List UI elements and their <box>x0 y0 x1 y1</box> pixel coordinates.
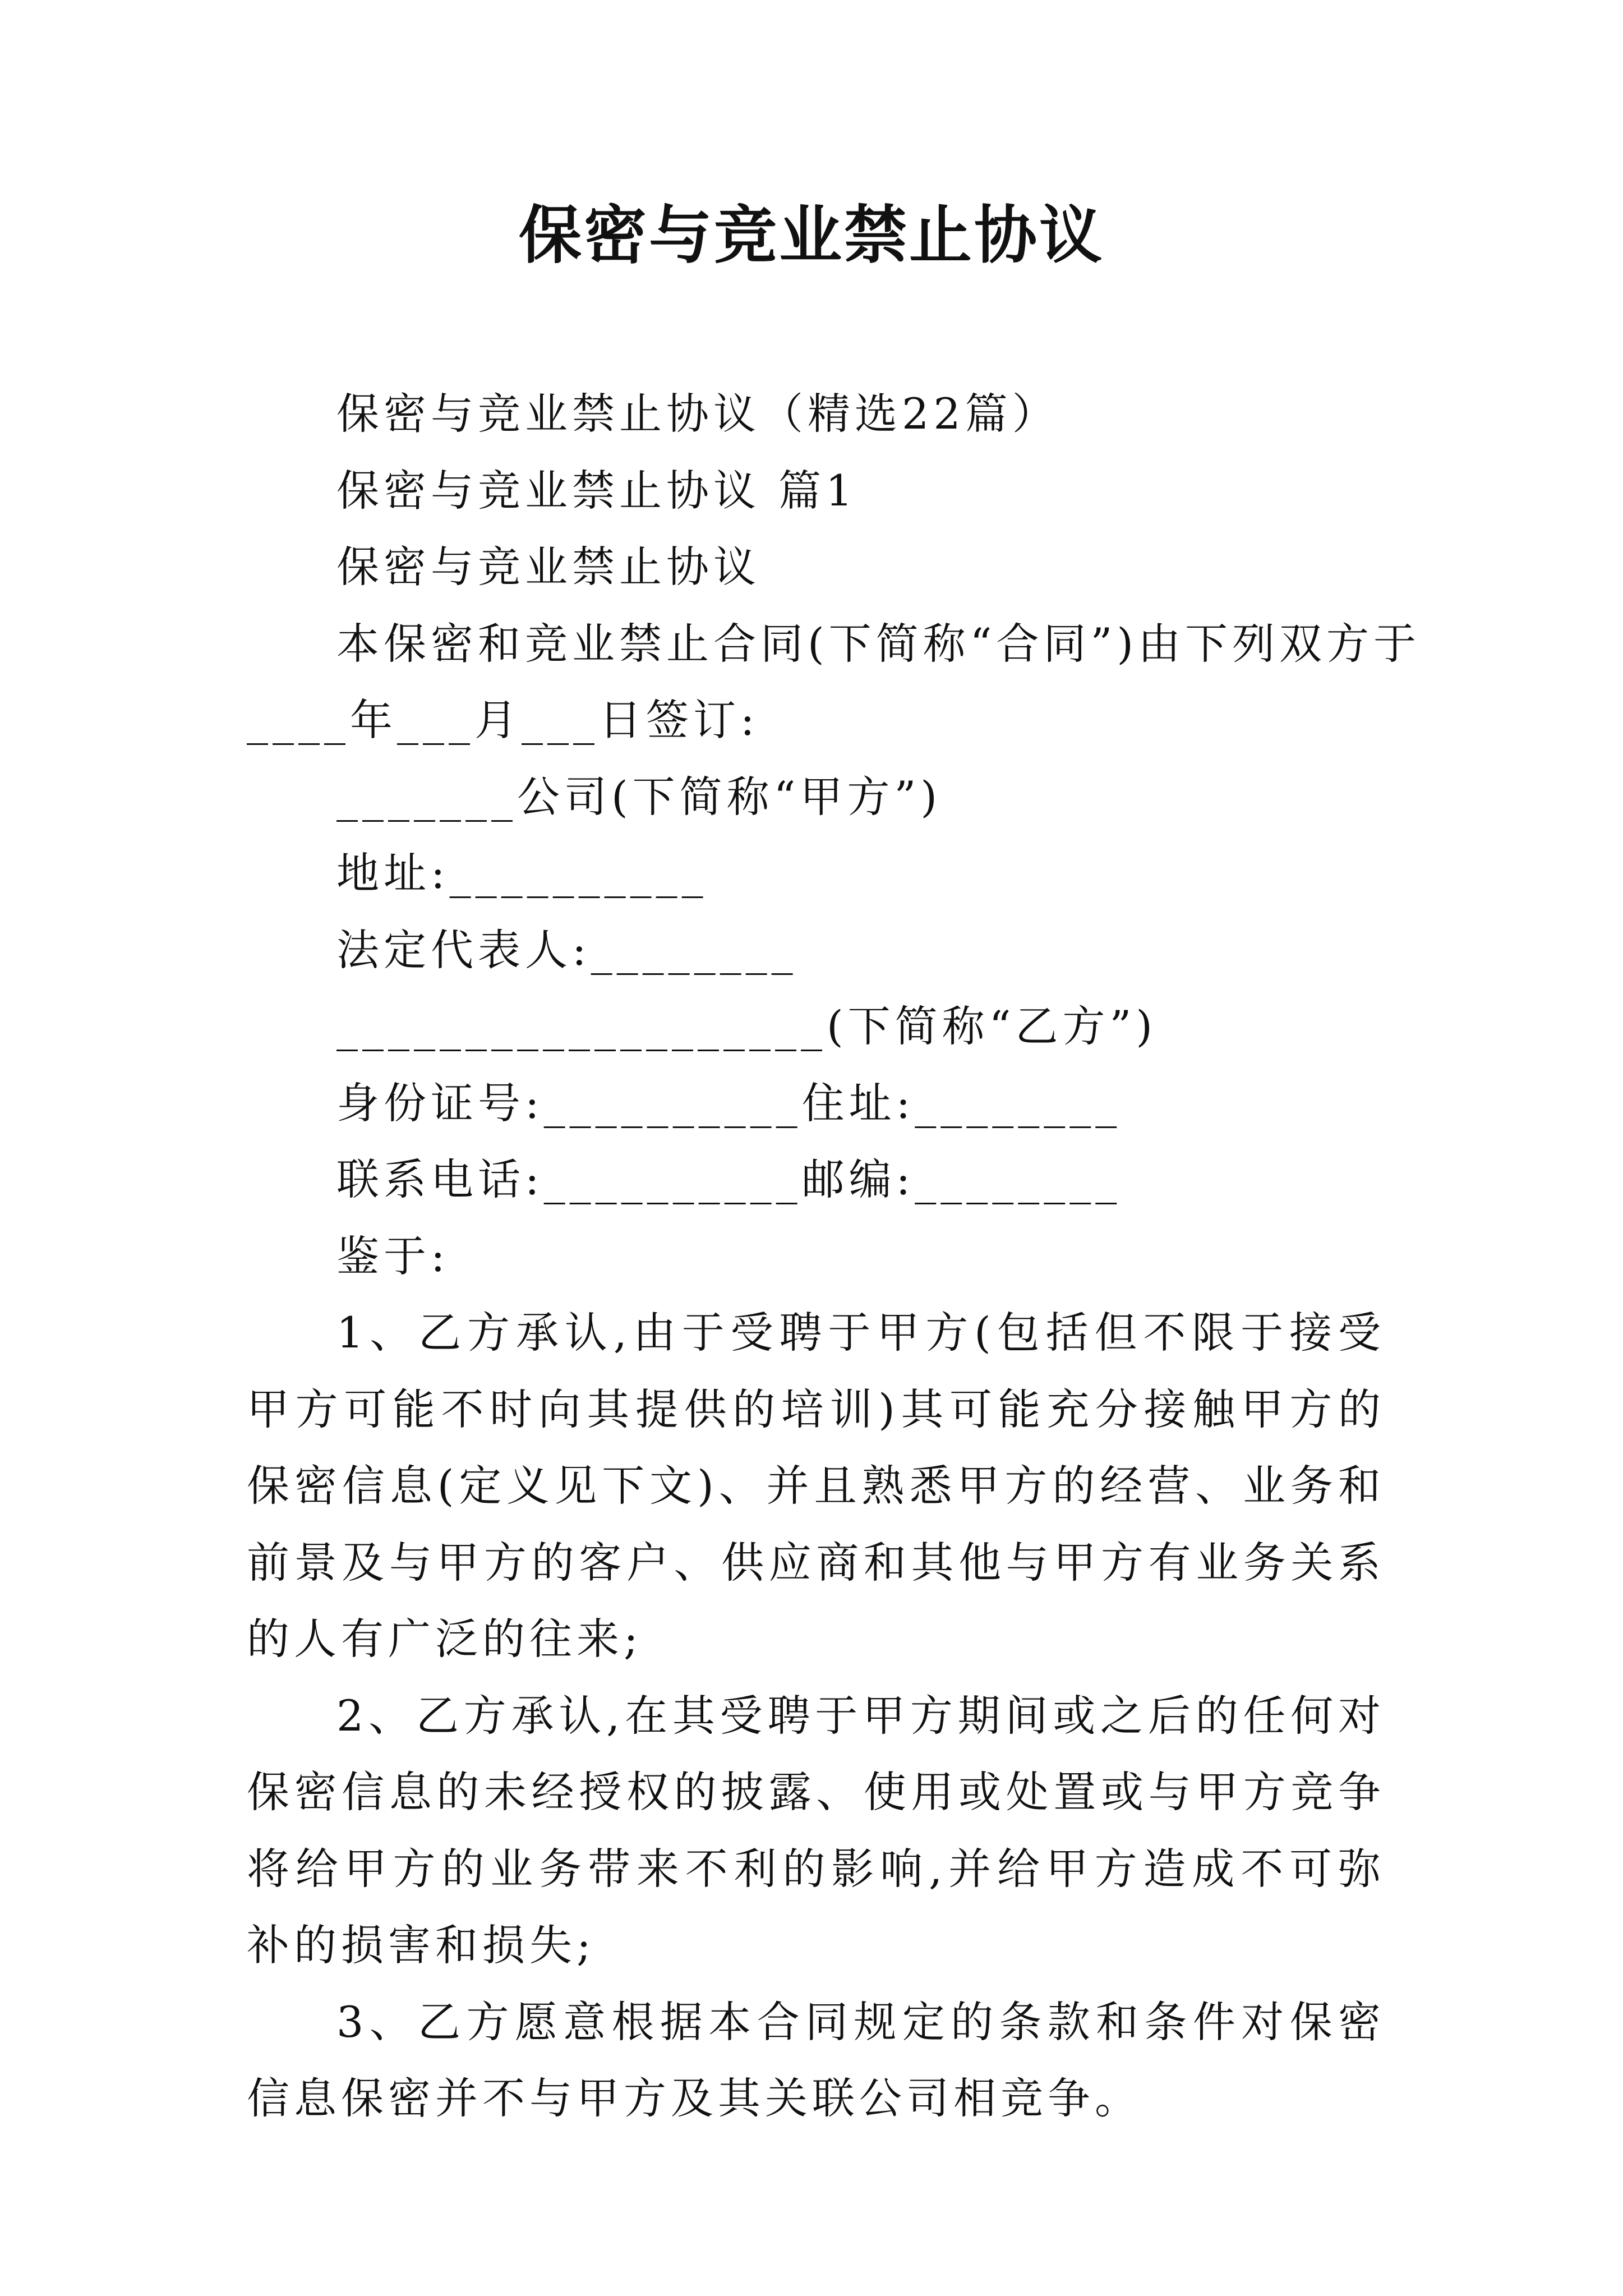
whereas-line: 鉴于: <box>336 1231 450 1281</box>
agreement-heading: 保密与竞业禁止协议 <box>336 542 760 592</box>
recital-paragraph-2: 2、乙方承认,在其受聘于甲方期间或之后的任何对保密信息的未经授权的披露、使用或处置或与甲方竞争将给甲方的业务带来不利的影响,并给甲方造成不可弥补的损害和损失; <box>247 1690 1385 1970</box>
recital-paragraph-3: 3、乙方愿意根据本合同规定的条款和条件对保密信息保密并不与甲方及其关联公司相竞争。 <box>247 1996 1385 2123</box>
party-b-line: ___________________(下简称“乙方”) <box>336 1001 1158 1051</box>
document-title: 保密与竞业禁止协议 <box>519 199 1104 272</box>
sign-date-line: ____年___月___日签订: <box>247 695 759 745</box>
recital-paragraph-1: 1、乙方承认,由于受聘于甲方(包括但不限于接受甲方可能不时向其提供的培训)其可能充分接触甲方的保密信息(定义见下文)、并且熟悉甲方的经营、业务和前景及与甲方的客户、供应商和其他与甲方有业务关系的人有广泛的往来; <box>247 1308 1385 1664</box>
section-heading: 保密与竞业禁止协议 篇1 <box>336 465 857 516</box>
document-body <box>247 376 1421 2137</box>
address-line: 地址:__________ <box>336 848 708 898</box>
id-residence-line: 身份证号:__________住址:________ <box>336 1078 1122 1128</box>
intro-line: 本保密和竞业禁止合同(下简称“合同”)由下列双方于 <box>336 618 1421 669</box>
legal-rep-line: 法定代表人:________ <box>336 924 797 975</box>
phone-postcode-line: 联系电话:__________邮编:________ <box>336 1154 1122 1204</box>
document-subtitle: 保密与竞业禁止协议（精选22篇） <box>336 389 1059 439</box>
party-a-line: _______公司(下简称“甲方”) <box>336 771 942 822</box>
